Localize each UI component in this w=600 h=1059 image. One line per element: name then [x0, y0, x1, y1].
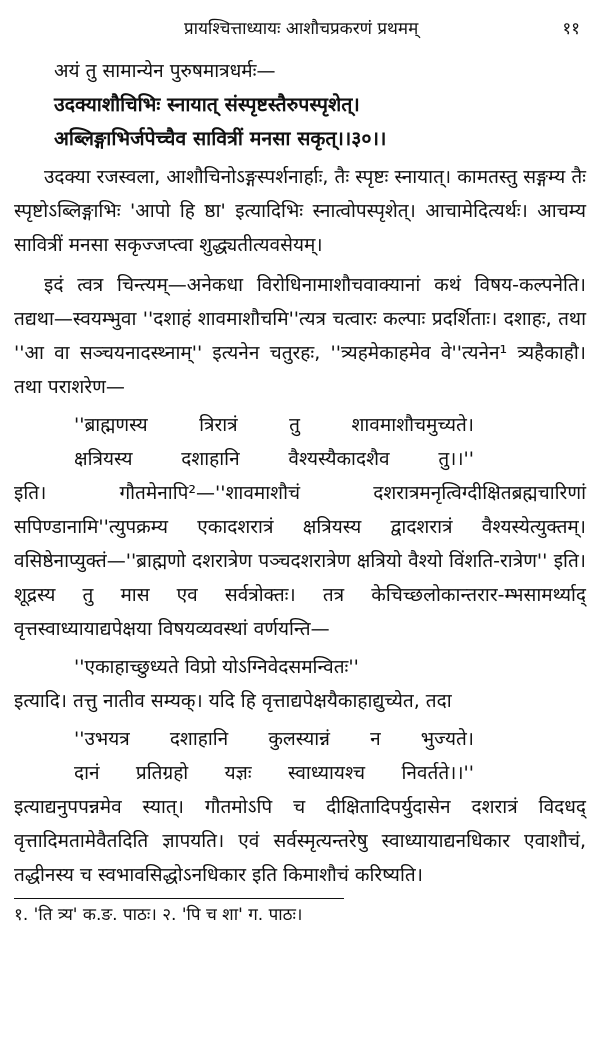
commentary-paragraph-1: उदक्या रजस्वला, आशौचिनोऽङ्गस्पर्शनार्हाः, तैः स्पृष्टः स्नायात्। कामतस्तु सङ्गम्य तैः स्पृष्टोऽब्लिङ्गाभिः 'आपो हि ष्ठा' इत्यादिभिः स्नात्वोपस्पृशेत्। आचामेदित्यर्थः। आचम्य सावित्रीं मनसा सकृज्जप्त्वा शुद्ध्यतीत्यवसेयम्। [14, 166, 586, 256]
quote-line: दानं प्रतिग्रहो यज्ञः स्वाध्यायश्च निवर्तते।।'' [74, 762, 474, 784]
quote-block-3 [14, 722, 586, 790]
commentary-paragraph-4: इत्यादि। तत्तु नातीव सम्यक्। यदि हि वृत्ताद्यपेक्षयैकाहाद्युच्येत, तदा [14, 690, 452, 712]
quote-line: ''ब्राह्मणस्य त्रिरात्रं तु शावमाशौचमुच्यते। [74, 414, 474, 436]
footnote-divider [14, 898, 344, 899]
quote-line: क्षत्रियस्य दशाहानि वैश्यस्यैकादशैव तु।।'' [74, 448, 474, 470]
document-page [14, 10, 586, 927]
intro-line: अयं तु सामान्येन पुरुषमात्रधर्मः— [54, 60, 276, 82]
commentary-paragraph-5: इत्याद्यनुपपन्नमेव स्यात्। गौतमोऽपि च दीक्षितादिपर्युदासेन दशरात्रं विदधद् वृत्तादिमतामेवैतदिति ज्ञापयति। एवं सर्वस्मृत्यन्तरेषु स्वाध्यायाद्यनधिकार एवाशौचं, तद्धीनस्य च स्वभावसिद्धोऽनधिकार इति किमाशौचं करिष्यति। [14, 796, 586, 886]
quote-block-1 [14, 408, 586, 476]
verse-line-1: उदक्याशौचिभिः स्नायात् संस्पृष्टस्तैरुपस्पृशेत्। [54, 93, 360, 116]
quote-block-2: ''एकाहाच्छुध्यते विप्रो योऽग्निवेदसमन्वितः'' [74, 656, 359, 678]
commentary-paragraph-3: इति। गौतमेनापि²—''शावमाशौचं दशरात्रमनृत्विग्दीक्षितब्रह्मचारिणां सपिण्डानामि''त्युपक्रम्य एकादशरात्रं क्षत्रियस्य द्वादशरात्रं वैश्यस्येत्युक्तम्। वसिष्ठेनाप्युक्तं—''ब्राह्मणो दशरात्रेण पञ्चदशरात्रेण क्षत्रियो वैश्यो विंशति-रात्रेण'' इति। शूद्रस्य तु मास एव सर्वत्रोक्तः। तत्र केचिच्छलोकान्तरार-म्भसामर्थ्याद् वृत्तस्वाध्यायाद्यपेक्षया विषयव्यवस्थां वर्णयन्ति— [14, 482, 586, 640]
quote-line: ''उभयत्र दशाहानि कुलस्यान्नं न भुज्यते। [74, 728, 474, 750]
commentary-paragraph-2: इदं त्वत्र चिन्त्यम्—अनेकधा विरोधिनामाशौचवाक्यानां कथं विषय-कल्पनेति। तद्यथा—स्वयम्भुवा ''दशाहं शावमाशौचमि''त्यत्र चत्वारः कल्पाः प्रदर्शिताः। दशाहः, तथा ''आ वा सञ्चयनादस्थ्नाम्'' इत्यनेन चतुरहः, ''त्र्यहमेकाहमेव वे''त्यनेन¹ त्र्यहैकाहौ। तथा पराशरेण— [14, 274, 586, 398]
page-number: ११ [562, 19, 580, 39]
footnotes: १. 'ति त्र्य' क.ङ. पाठः। २. 'पि च शा' ग. पाठः। [14, 905, 303, 925]
verse-line-2: अब्लिङ्गाभिर्जपेच्चैव सावित्रीं मनसा सकृत्।।३०।। [54, 127, 387, 150]
header-title: प्रायश्चित्ताध्यायः आशौचप्रकरणं प्रथमम् [184, 19, 419, 39]
running-header [14, 10, 586, 44]
